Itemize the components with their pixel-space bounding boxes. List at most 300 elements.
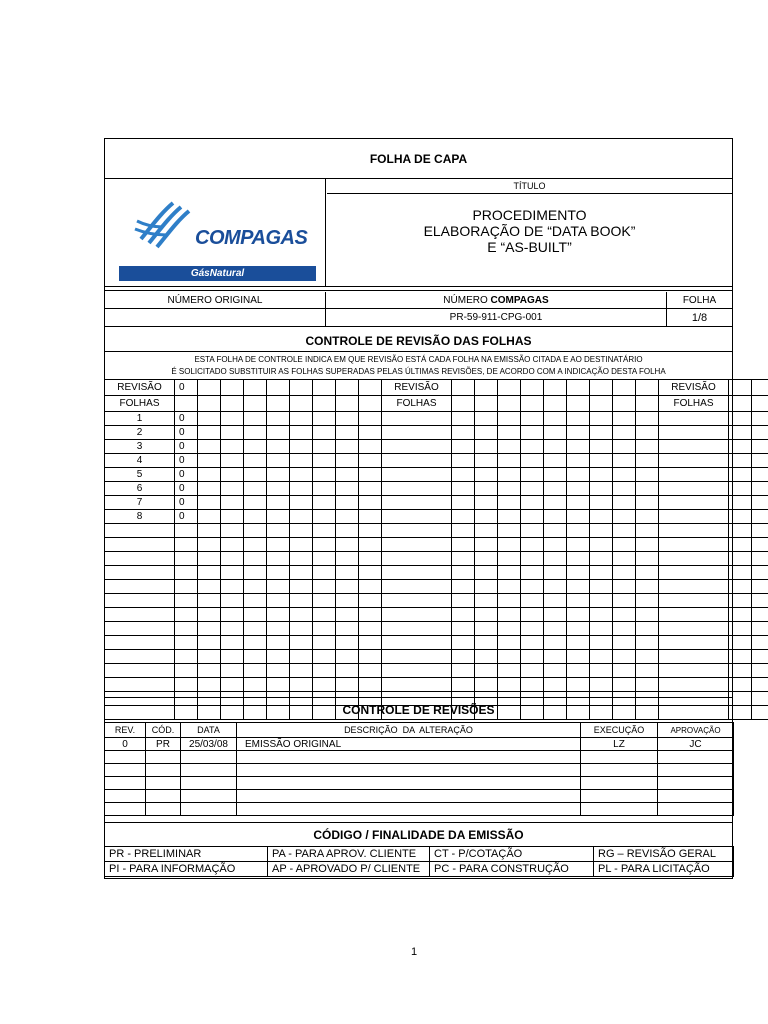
sheet-grid-cell bbox=[752, 380, 768, 396]
sheet-grid-row bbox=[105, 396, 768, 412]
sheet-grid-cell bbox=[313, 468, 336, 482]
numero-prefix: NÚMERO bbox=[443, 294, 491, 306]
sheet-grid-label-cell bbox=[382, 538, 452, 552]
sheet-grid-cell bbox=[336, 594, 359, 608]
sheet-grid-cell bbox=[359, 454, 382, 468]
sheet-grid-cell bbox=[221, 412, 244, 426]
sheet-grid-cell: 0 bbox=[175, 482, 198, 496]
sheet-grid-cell bbox=[590, 566, 613, 580]
revisions-cell: PR bbox=[146, 738, 181, 751]
sheet-grid-cell bbox=[452, 678, 475, 692]
sheet-grid-cell bbox=[613, 608, 636, 622]
sheet-grid-cell bbox=[567, 608, 590, 622]
revisions-cell bbox=[181, 764, 237, 777]
sheet-grid-cell bbox=[198, 510, 221, 524]
sheet-grid-cell bbox=[244, 426, 267, 440]
sheet-grid-cell bbox=[175, 396, 198, 412]
sheet-grid-cell bbox=[636, 664, 659, 678]
sheet-grid-cell: 0 bbox=[175, 380, 198, 396]
codes-table bbox=[104, 846, 734, 877]
sheet-grid-label-cell bbox=[659, 636, 729, 650]
sheet-grid-cell bbox=[636, 426, 659, 440]
revisions-cell bbox=[146, 764, 181, 777]
sheet-grid-label-cell bbox=[382, 440, 452, 454]
sheet-grid-cell bbox=[452, 510, 475, 524]
sheet-grid-cell bbox=[475, 664, 498, 678]
sheet-grid-label-cell bbox=[382, 566, 452, 580]
sheet-grid-label-cell: 2 bbox=[105, 426, 175, 440]
sheet-grid-cell bbox=[475, 412, 498, 426]
sheet-grid-label-cell bbox=[105, 622, 175, 636]
revisions-header-cell: DATA bbox=[181, 723, 237, 738]
sheet-grid-cell bbox=[475, 440, 498, 454]
code-cell: PR - PRELIMINAR bbox=[105, 847, 268, 862]
sheet-grid-cell bbox=[567, 380, 590, 396]
sheet-grid-cell bbox=[244, 440, 267, 454]
sheet-grid-cell bbox=[729, 566, 752, 580]
sheet-grid-cell bbox=[198, 454, 221, 468]
sheet-grid-cell bbox=[590, 580, 613, 594]
sheet-grid-cell bbox=[729, 426, 752, 440]
sheet-grid-cell bbox=[475, 636, 498, 650]
sheet-grid-label-cell bbox=[659, 594, 729, 608]
sheet-grid-cell bbox=[752, 608, 768, 622]
sheet-grid-cell bbox=[267, 496, 290, 510]
revisions-cell bbox=[658, 764, 734, 777]
sheet-grid-cell bbox=[452, 636, 475, 650]
sheet-grid-cell bbox=[244, 650, 267, 664]
sheet-grid-cell bbox=[498, 650, 521, 664]
codes-title: CÓDIGO / FINALIDADE DA EMISSÃO bbox=[313, 828, 524, 842]
sheet-grid-cell bbox=[336, 510, 359, 524]
sheet-grid-label-cell bbox=[659, 412, 729, 426]
sheet-grid-cell bbox=[290, 380, 313, 396]
sheet-grid-label-cell bbox=[382, 664, 452, 678]
sheet-control-title: CONTROLE DE REVISÃO DAS FOLHAS bbox=[305, 334, 532, 348]
sheet-grid-cell bbox=[729, 664, 752, 678]
sheet-grid-cell bbox=[636, 622, 659, 636]
sheet-grid-cell bbox=[267, 678, 290, 692]
sheet-grid-cell bbox=[198, 426, 221, 440]
sheet-grid-cell bbox=[729, 496, 752, 510]
revisions-header-cell: EXECUÇÃO bbox=[581, 723, 658, 738]
sheet-grid-cell bbox=[336, 538, 359, 552]
sheet-grid-cell bbox=[521, 412, 544, 426]
sheet-grid-label-cell bbox=[382, 496, 452, 510]
sheet-grid-cell bbox=[613, 622, 636, 636]
sheet-grid-cell bbox=[729, 482, 752, 496]
sheet-grid-cell bbox=[221, 622, 244, 636]
sheet-grid-cell bbox=[729, 440, 752, 454]
sheet-grid-row bbox=[105, 524, 768, 538]
logo-cell bbox=[105, 179, 326, 286]
revisions-header-cell: REV. bbox=[105, 723, 146, 738]
sheet-grid-label-cell bbox=[659, 566, 729, 580]
sheet-grid-cell bbox=[359, 412, 382, 426]
sheet-grid-cell bbox=[636, 636, 659, 650]
sheet-grid-cell bbox=[521, 636, 544, 650]
sheet-grid-cell bbox=[521, 664, 544, 678]
sheet-grid-cell bbox=[544, 426, 567, 440]
sheet-grid-cell bbox=[175, 580, 198, 594]
sheet-grid-cell bbox=[336, 380, 359, 396]
sheet-grid-cell bbox=[290, 510, 313, 524]
sheet-grid-cell bbox=[198, 650, 221, 664]
revisions-cell bbox=[181, 790, 237, 803]
sheet-grid-cell bbox=[498, 552, 521, 566]
numero-compagas-strong: COMPAGAS bbox=[490, 294, 549, 306]
sheet-grid-cell bbox=[359, 440, 382, 454]
sheet-grid-cell bbox=[567, 468, 590, 482]
sheet-grid-cell bbox=[336, 580, 359, 594]
sheet-grid-cell bbox=[498, 636, 521, 650]
sheet-grid-label-cell bbox=[659, 496, 729, 510]
sheet-grid-cell bbox=[290, 396, 313, 412]
sheet-grid-cell bbox=[244, 380, 267, 396]
sheet-grid-cell bbox=[613, 594, 636, 608]
sheet-grid-cell bbox=[475, 678, 498, 692]
sheet-grid-cell bbox=[221, 510, 244, 524]
sheet-grid-cell bbox=[613, 538, 636, 552]
sheet-grid-cell bbox=[636, 678, 659, 692]
sheet-grid-cell bbox=[452, 426, 475, 440]
sheet-grid-cell bbox=[521, 566, 544, 580]
sheet-grid-cell bbox=[336, 468, 359, 482]
sheet-grid-label-cell: REVISÃO bbox=[105, 380, 175, 396]
sheet-grid-cell bbox=[336, 566, 359, 580]
revisions-cell: LZ bbox=[581, 738, 658, 751]
sheet-grid-cell bbox=[613, 524, 636, 538]
sheet-grid-row bbox=[105, 426, 768, 440]
sheet-grid-row bbox=[105, 594, 768, 608]
sheet-grid-cell bbox=[729, 524, 752, 538]
sheet-grid-row bbox=[105, 482, 768, 496]
sheet-grid-cell bbox=[267, 594, 290, 608]
sheet-grid-label-cell bbox=[659, 580, 729, 594]
sheet-grid-cell bbox=[290, 636, 313, 650]
sheet-grid-cell bbox=[290, 440, 313, 454]
revisions-table bbox=[104, 722, 734, 816]
sheet-grid-label-cell: REVISÃO bbox=[659, 380, 729, 396]
sheet-grid-cell bbox=[313, 636, 336, 650]
sheet-grid-cell bbox=[567, 594, 590, 608]
sheet-grid-label-cell bbox=[382, 552, 452, 566]
sheet-grid-cell bbox=[244, 622, 267, 636]
sheet-grid-cell bbox=[313, 426, 336, 440]
sheet-grid-cell bbox=[567, 678, 590, 692]
sheet-grid-label-cell: 8 bbox=[105, 510, 175, 524]
sheet-grid-cell bbox=[590, 524, 613, 538]
sheet-grid-cell bbox=[752, 706, 768, 720]
sheet-grid-cell bbox=[567, 440, 590, 454]
sheet-grid-cell bbox=[244, 608, 267, 622]
sheet-grid-cell: 0 bbox=[175, 496, 198, 510]
sheet-grid-cell bbox=[359, 594, 382, 608]
sheet-grid-cell: 0 bbox=[175, 510, 198, 524]
sheet-grid-label-cell: FOLHAS bbox=[382, 396, 452, 412]
numero-compagas-value: PR-59-911-CPG-001 bbox=[326, 309, 667, 327]
sheet-grid-cell bbox=[613, 510, 636, 524]
sheet-grid-cell bbox=[267, 622, 290, 636]
sheet-grid-cell bbox=[521, 468, 544, 482]
sheet-grid-cell bbox=[221, 468, 244, 482]
sheet-grid-cell bbox=[613, 580, 636, 594]
sheet-grid-cell bbox=[613, 496, 636, 510]
sheet-grid-cell bbox=[498, 608, 521, 622]
sheet-grid-cell bbox=[636, 594, 659, 608]
sheet-grid-cell bbox=[729, 608, 752, 622]
sheet-grid-cell bbox=[729, 412, 752, 426]
sheet-grid-cell bbox=[452, 468, 475, 482]
revisions-cell bbox=[237, 764, 581, 777]
sheet-grid-cell bbox=[521, 396, 544, 412]
sheet-grid-cell bbox=[613, 412, 636, 426]
sheet-grid-label-cell: FOLHAS bbox=[105, 396, 175, 412]
sheet-grid-cell bbox=[475, 426, 498, 440]
sheet-grid-label-cell bbox=[382, 426, 452, 440]
sheet-grid-row bbox=[105, 650, 768, 664]
sheet-grid-cell bbox=[452, 538, 475, 552]
sheet-grid-cell bbox=[498, 454, 521, 468]
sheet-grid-cell bbox=[290, 650, 313, 664]
sheet-grid-cell bbox=[336, 440, 359, 454]
revisions-cell bbox=[237, 803, 581, 816]
revisions-cell bbox=[181, 803, 237, 816]
sheet-grid-cell bbox=[198, 622, 221, 636]
sheet-grid-cell bbox=[590, 380, 613, 396]
sheet-grid-cell bbox=[498, 524, 521, 538]
sheet-grid-cell bbox=[313, 650, 336, 664]
numero-original-value bbox=[105, 309, 326, 327]
sheet-grid-row bbox=[105, 496, 768, 510]
revisions-cell bbox=[658, 803, 734, 816]
sheet-grid-cell bbox=[521, 678, 544, 692]
sheet-grid-cell bbox=[498, 622, 521, 636]
revisions-header-row bbox=[105, 723, 734, 738]
sheet-grid-cell bbox=[567, 664, 590, 678]
sheet-grid-cell bbox=[221, 664, 244, 678]
sheet-grid-cell bbox=[567, 622, 590, 636]
sheet-grid-cell bbox=[175, 594, 198, 608]
sheet-grid-cell bbox=[498, 594, 521, 608]
sheet-grid-cell bbox=[729, 580, 752, 594]
sheet-grid-cell bbox=[359, 566, 382, 580]
sheet-grid-cell bbox=[359, 622, 382, 636]
sheet-grid-label-cell bbox=[382, 468, 452, 482]
sheet-grid-cell bbox=[244, 664, 267, 678]
sheet-grid-label-cell bbox=[659, 678, 729, 692]
code-cell: PL - PARA LICITAÇÃO bbox=[594, 862, 734, 877]
sheet-grid-cell bbox=[613, 664, 636, 678]
sheet-grid-cell bbox=[521, 608, 544, 622]
sheet-grid-cell bbox=[221, 566, 244, 580]
sheet-grid-cell bbox=[175, 566, 198, 580]
sheet-grid-cell bbox=[452, 552, 475, 566]
sheet-grid-cell bbox=[636, 566, 659, 580]
sheet-grid-cell bbox=[336, 650, 359, 664]
sheet-grid-cell bbox=[567, 566, 590, 580]
sheet-grid-cell bbox=[290, 482, 313, 496]
sheet-grid-cell bbox=[359, 664, 382, 678]
sheet-grid-cell bbox=[613, 396, 636, 412]
sheet-grid-label-cell bbox=[659, 454, 729, 468]
sheet-grid-cell bbox=[752, 396, 768, 412]
sheet-grid-cell bbox=[544, 594, 567, 608]
sheet-grid-cell bbox=[290, 538, 313, 552]
sheet-grid-row bbox=[105, 678, 768, 692]
sheet-grid-cell bbox=[590, 396, 613, 412]
sheet-grid-cell bbox=[729, 622, 752, 636]
sheet-grid-cell bbox=[221, 552, 244, 566]
sheet-grid-cell bbox=[498, 538, 521, 552]
sheet-grid-cell bbox=[636, 510, 659, 524]
sheet-grid-cell bbox=[452, 412, 475, 426]
sheet-grid-cell bbox=[175, 664, 198, 678]
sheet-grid-cell bbox=[729, 538, 752, 552]
revisions-title: CONTROLE DE REVISÕES bbox=[342, 703, 495, 717]
revisions-cell bbox=[658, 751, 734, 764]
sheet-grid-cell bbox=[244, 482, 267, 496]
sheet-grid-label-cell: 7 bbox=[105, 496, 175, 510]
code-cell: PI - PARA INFORMAÇÃO bbox=[105, 862, 268, 877]
sheet-grid-label-cell bbox=[382, 636, 452, 650]
sheet-grid-cell bbox=[221, 636, 244, 650]
sheet-grid-cell: 0 bbox=[175, 468, 198, 482]
revisions-cell bbox=[146, 751, 181, 764]
sheet-grid-cell bbox=[567, 482, 590, 496]
sheet-grid-cell bbox=[613, 426, 636, 440]
numero-original-label: NÚMERO ORIGINAL bbox=[105, 292, 326, 309]
sheet-grid-cell bbox=[544, 608, 567, 622]
revisions-cell bbox=[105, 790, 146, 803]
codes-row bbox=[105, 862, 734, 877]
revisions-header-cell: APROVAÇÃO bbox=[658, 723, 734, 738]
revisions-header-cell: DESCRIÇÃO DA ALTERAÇÃO bbox=[237, 723, 581, 738]
sheet-grid-label-cell bbox=[105, 650, 175, 664]
sheet-grid-label-cell: FOLHAS bbox=[659, 396, 729, 412]
sheet-grid-label-cell bbox=[105, 608, 175, 622]
revisions-cell bbox=[237, 751, 581, 764]
numero-compagas-label bbox=[326, 292, 667, 309]
sheet-grid-cell bbox=[567, 636, 590, 650]
sheet-grid-cell bbox=[590, 482, 613, 496]
sheet-grid-cell bbox=[729, 468, 752, 482]
sheet-grid-cell bbox=[313, 380, 336, 396]
sheet-grid-cell bbox=[544, 622, 567, 636]
revisions-row bbox=[105, 751, 734, 764]
sheet-grid-cell bbox=[498, 380, 521, 396]
sheet-grid-cell bbox=[613, 468, 636, 482]
sheet-grid-label-cell bbox=[105, 678, 175, 692]
sheet-grid-cell bbox=[475, 510, 498, 524]
sheet-grid-cell bbox=[752, 412, 768, 426]
sheet-grid-cell bbox=[544, 454, 567, 468]
sheet-grid-cell bbox=[636, 650, 659, 664]
sheet-grid-cell bbox=[221, 426, 244, 440]
revisions-cell bbox=[581, 751, 658, 764]
sheet-grid-cell bbox=[521, 482, 544, 496]
sheet-grid-cell bbox=[290, 622, 313, 636]
sheet-grid-cell bbox=[336, 622, 359, 636]
sheet-grid-cell bbox=[244, 510, 267, 524]
sheet-grid-label-cell bbox=[105, 538, 175, 552]
document-title bbox=[327, 195, 732, 286]
sheet-grid-cell bbox=[198, 678, 221, 692]
sheet-grid-cell bbox=[175, 636, 198, 650]
sheet-grid-cell bbox=[521, 650, 544, 664]
sheet-grid-cell bbox=[267, 524, 290, 538]
sheet-grid-cell bbox=[221, 496, 244, 510]
sheet-grid-row bbox=[105, 454, 768, 468]
sheet-grid-cell bbox=[544, 440, 567, 454]
sheet-grid-cell bbox=[336, 482, 359, 496]
sheet-grid-cell bbox=[290, 664, 313, 678]
sheet-grid-cell bbox=[336, 412, 359, 426]
sheet-grid-cell bbox=[567, 552, 590, 566]
sheet-grid-cell bbox=[267, 396, 290, 412]
sheet-grid-cell bbox=[636, 496, 659, 510]
sheet-grid-cell bbox=[590, 426, 613, 440]
sheet-grid-cell bbox=[636, 538, 659, 552]
sheet-grid-cell bbox=[752, 482, 768, 496]
sheet-grid-cell bbox=[290, 468, 313, 482]
sheet-grid-label-cell bbox=[659, 608, 729, 622]
revisions-cell bbox=[146, 777, 181, 790]
sheet-grid-cell bbox=[313, 412, 336, 426]
title-line-2: ELABORAÇÃO DE “DATA BOOK” bbox=[423, 223, 636, 239]
sheet-grid-cell bbox=[267, 636, 290, 650]
sheet-grid-cell bbox=[267, 426, 290, 440]
sheet-grid-cell bbox=[590, 412, 613, 426]
sheet-grid-cell bbox=[267, 552, 290, 566]
sheet-grid-cell bbox=[521, 538, 544, 552]
sheet-grid-cell bbox=[475, 580, 498, 594]
sheet-grid-cell bbox=[567, 510, 590, 524]
sheet-grid-cell bbox=[729, 594, 752, 608]
revisions-row bbox=[105, 803, 734, 816]
sheet-grid-cell bbox=[336, 636, 359, 650]
sheet-grid-cell bbox=[544, 468, 567, 482]
sheet-grid-cell bbox=[729, 454, 752, 468]
sheet-grid-cell bbox=[613, 440, 636, 454]
sheet-grid-cell bbox=[267, 510, 290, 524]
revisions-row bbox=[105, 764, 734, 777]
sheet-grid-cell bbox=[567, 524, 590, 538]
sheet-grid-cell bbox=[198, 594, 221, 608]
sheet-grid-cell bbox=[313, 664, 336, 678]
sheet-grid-cell bbox=[475, 538, 498, 552]
sheet-grid-cell bbox=[359, 524, 382, 538]
sheet-grid-cell bbox=[752, 496, 768, 510]
sheet-grid-cell bbox=[267, 412, 290, 426]
sheet-grid-cell bbox=[290, 496, 313, 510]
sheet-grid-label-cell bbox=[105, 552, 175, 566]
sheet-grid-cell bbox=[336, 678, 359, 692]
sheet-grid-cell bbox=[544, 380, 567, 396]
sheet-grid-cell bbox=[359, 396, 382, 412]
sheet-grid-cell bbox=[452, 566, 475, 580]
sheet-grid-cell bbox=[752, 552, 768, 566]
sheet-grid-cell bbox=[590, 608, 613, 622]
sheet-grid-cell bbox=[244, 538, 267, 552]
sheet-grid-cell bbox=[359, 580, 382, 594]
title-line-1: PROCEDIMENTO bbox=[472, 207, 587, 223]
sheet-grid-row bbox=[105, 510, 768, 524]
sheet-grid-cell bbox=[475, 454, 498, 468]
sheet-grid-cell bbox=[590, 664, 613, 678]
sheet-grid-cell bbox=[290, 552, 313, 566]
sheet-grid-cell bbox=[336, 608, 359, 622]
